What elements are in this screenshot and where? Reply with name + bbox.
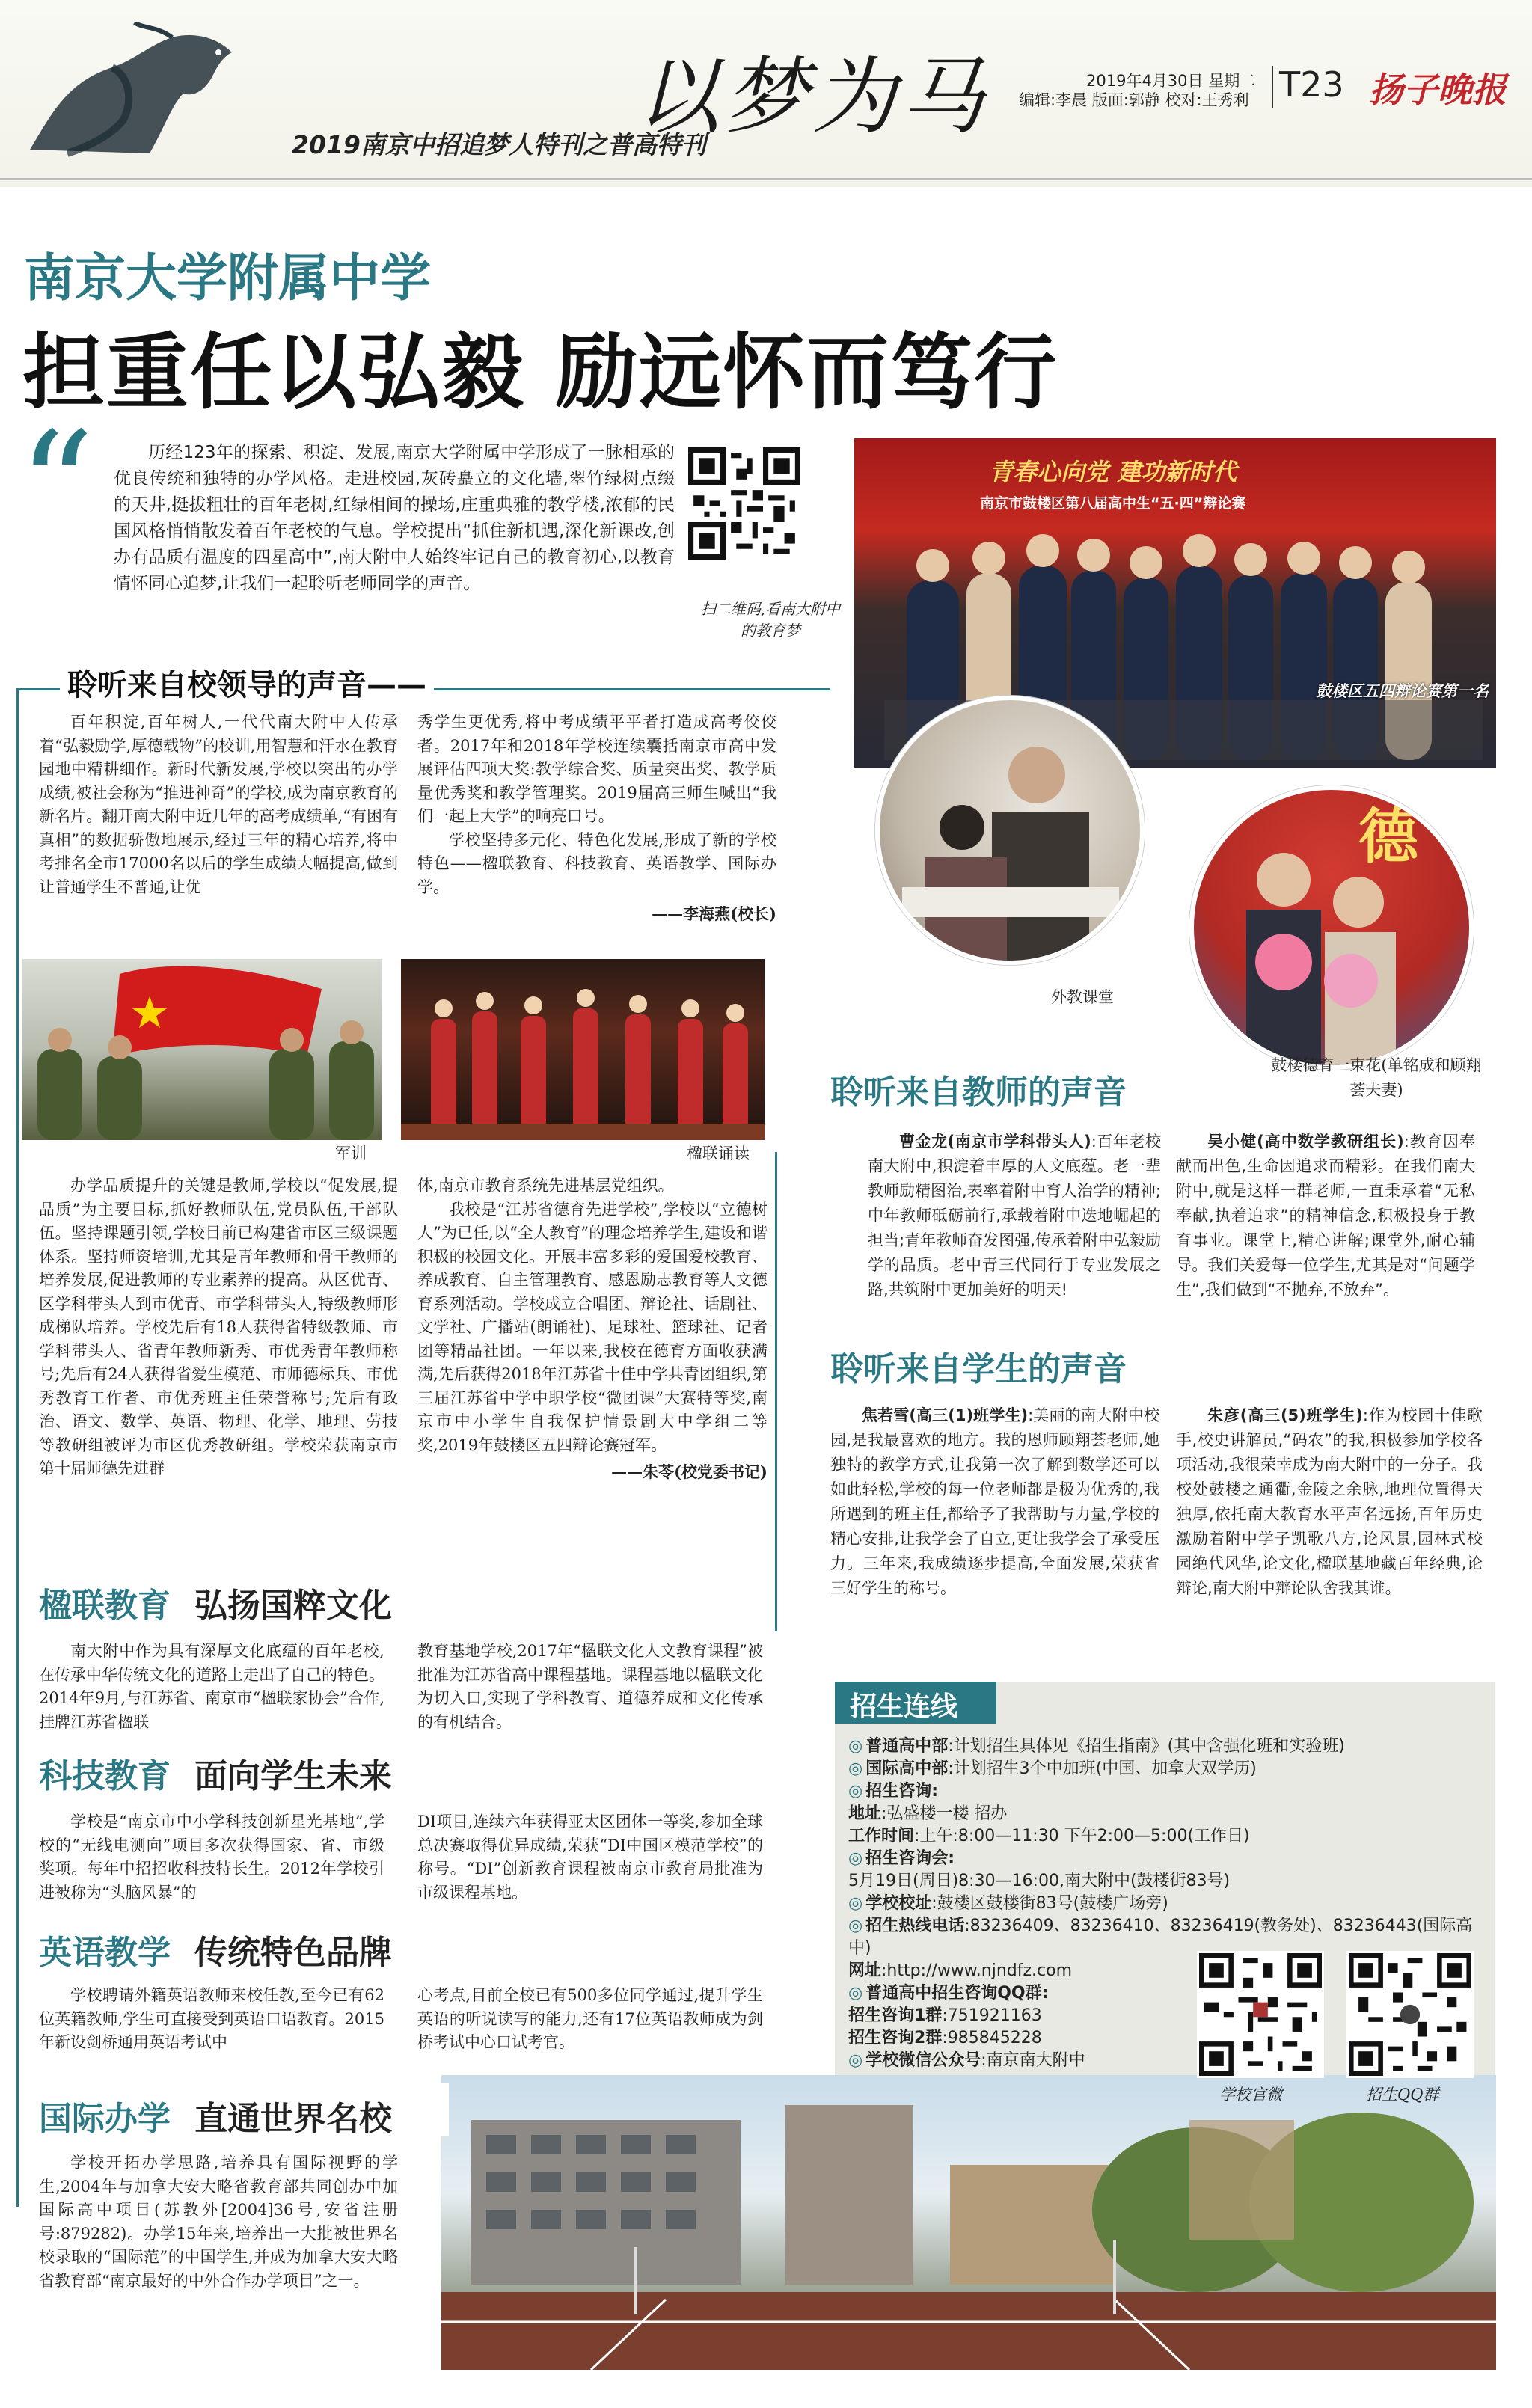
leader-p1c: 学校坚持多元化、特色化发展,形成了新的学校特色——楹联教育、科技教育、英语教学、国际办学。 [417, 830, 776, 896]
masthead [0, 0, 1532, 187]
qr-pattern [688, 447, 800, 560]
headline: 担重任以弘毅 励远怀而笃行 [22, 325, 1058, 420]
leader-p2b: 体,南京市教育系统先进基层党组织。 [417, 1177, 674, 1195]
english-b: 心考点,目前全校已有500多位同学通过,提升学生英语的听说读写的能力,还有17位英语教师成为剑桥考试中心口试考官。 [417, 1986, 763, 2051]
admissions-text: :751921163 [942, 2006, 1042, 2025]
leader-col-2 [417, 711, 776, 926]
qr-pattern-wechat [1199, 1953, 1322, 2076]
admissions-label: 网址 [848, 1961, 882, 1980]
english-col-1 [39, 1984, 384, 2055]
qr-code-qq-group[interactable] [1346, 1951, 1474, 2078]
admissions-text: :鼓楼区鼓楼街83号(鼓楼广场旁) [931, 1894, 1168, 1913]
admissions-text: :985845228 [942, 2029, 1042, 2047]
intro-text: 历经123年的探索、积淀、发展,南京大学附属中学形成了一脉相承的优良传统和独特的办学风格。走进校园,灰砖矗立的文化墙,翠竹绿树点缀的天井,挺拔粗壮的百年老树,红绿相间的操场,庄重典雅的教学楼,浓郁的民国风格悄悄散发着百年老校的气息。学校提出“抓住新机遇,深化新课改,创办有品质有温度的四星高中”,南大附中人始终牢记自己的教育初心,以教育情怀同心追梦,让我们一起聆听老师同学的声音。 [114, 443, 675, 593]
intro-paragraph [114, 440, 675, 597]
intl-title [39, 2092, 392, 2139]
admissions-label: 国际高中部 [865, 1759, 949, 1778]
leader-col-4 [417, 1174, 767, 1484]
yinglian-title [39, 1578, 392, 1626]
bullet-icon: ◎ [848, 1782, 863, 1801]
student-2-text: :作为校园十佳歌手,校史讲解员,“码农”的我,积极参加学校各项活动,我很荣幸成为南大附中的一分子。我校处鼓楼之通衢,金陵之余脉,地理位置得天独厚,依托南大教育水平声名远扬,百年历史激励着附中学子凯歌八方,论风景,园林式校园绝代风华,论文化,楹联基地藏百年经典,论辩论,南大附中辩论队舍我其谁。 [1176, 1406, 1483, 1597]
admissions-row [848, 2050, 1192, 2072]
intl-title-a: 国际办学 [39, 2100, 171, 2138]
bullet-icon: ◎ [848, 1849, 863, 1868]
yinglian-a: 南大附中作为具有深厚文化底蕴的百年老校,在传承中华传统文化的道路上走出了自己的特色。2014年9月,与江苏省、南京市“楹联家协会”合作,挂牌江苏省楹联 [39, 1642, 384, 1731]
tech-col-2 [417, 1810, 763, 1905]
admissions-text: :南京南大附中 [981, 2051, 1085, 2070]
qr-code-wechat[interactable] [1197, 1951, 1324, 2078]
campus-buildings [441, 2075, 1496, 2370]
admissions-row [848, 1893, 1477, 1915]
admissions-label: 招生咨询2群 [848, 2029, 943, 2047]
signature-principal: ——李海燕(校长) [652, 904, 776, 923]
leader-p1a: 百年积淀,百年树人,一代代南大附中人传承着“弘毅励学,厚德载物”的校训,用智慧和汗水在教育园地中精耕细作。新时代新发展,学校以突出的办学成绩,被社会称为“推进神奇”的学校,成为南京教育的新名片。翻开南大附中近几年的高考成绩单,“有困有真相”的数据骄傲地展示,经过三年的精心培养,将中考排名全市17000名以后的学生成绩大幅提高,做到让普通学生不普通,让优 [39, 713, 398, 896]
tech-a: 学校是“南京市中小学科技创新星光基地”,学校的“无线电测向”项目多次获得国家、省、市级奖项。每年中招招收科技特长生。2012年学校引进被称为“头脑风暴”的 [39, 1813, 384, 1902]
quote-mark: “ [18, 400, 95, 575]
admissions-label: 普通高中招生咨询QQ群: [865, 1984, 1049, 2003]
classroom-caption: 外教课堂 [1051, 988, 1114, 1006]
student-2 [1176, 1403, 1483, 1601]
admissions-label: 招生咨询1群 [848, 2006, 943, 2025]
yinglian-title-a: 楹联教育 [39, 1587, 171, 1625]
admissions-row [848, 2027, 1192, 2050]
student-2-name: 朱彦(高三(5)班学生) [1207, 1406, 1363, 1424]
debate-subtitle: 南京市鼓楼区第八届高中生“五·四”辩论赛 [980, 495, 1246, 512]
admissions-text: :计划招生3个中加班(中国、加拿大双学历) [948, 1759, 1257, 1778]
debate-banner: 青春心向党 建功新时代 [989, 458, 1237, 486]
admissions-row [848, 1803, 1477, 1825]
admissions-row [848, 1982, 1192, 2005]
yinglian-col-2 [417, 1640, 763, 1734]
admissions-text: 5月19日(周日)8:30—16:00,南大附中(鼓楼街83号) [848, 1872, 1231, 1890]
leader-col-1 [39, 711, 398, 899]
admissions-label: 招生咨询: [865, 1782, 939, 1801]
admissions-row [848, 2005, 1192, 2027]
teachers-title: 聆听来自教师的声音 [830, 1073, 1127, 1112]
school-name: 南京大学附属中学 [24, 248, 432, 308]
tech-title [39, 1749, 392, 1797]
classroom-photo [875, 696, 1145, 965]
intl-col [39, 2151, 398, 2293]
admissions-label: 学校微信公众号 [865, 2051, 981, 2070]
leader-p2a: 办学品质提升的关键是教师,学校以“促发展,提品质”为主要目标,抓好教师队伍,党员队伍,干部队伍。坚持课题引领,学校目前已构建省市区三级课题体系。坚持师资培训,尤其是青年教师和骨干教师的培养发展,促进教师的专业素养的提高。从区优青、区学科带头人到市优青、市学科带头人,特级教师形成梯队培养。学校先后有18人获得省特级教师、市学科带头人、省青年教师新秀、市优秀青年教师称号;先后有24人获得省爱生模范、市师德标兵、市优秀教育工作者、市优秀班主任荣誉称号;先后有政治、语文、数学、英语、物理、化学、地理、劳技等教研组被评为市区优秀教研组。学校荣获南京市第十届师德先进群 [39, 1177, 398, 1477]
admissions-row [848, 1780, 1477, 1803]
student-1-name: 焦若雪(高三(1)班学生) [862, 1406, 1029, 1424]
leader-p2c: 我校是“江苏省德育先进学校”,学校以“立德树人”为已任,以“全人教育”的理念培养学生,建设和谐积极的校园文化。开展丰富多彩的爱国爱校教育、养成教育、自主管理教育、感恩励志教育等人文德育系列活动。学校成立合唱团、辩论社、话剧社、文学社、广播站(朗诵社)、足球社、篮球社、记者团等精品社团。一年以来,我校在德育方面收获满满,先后获得2018年江苏省十佳中学共青团组织,第三届江苏省中学中职学校“微团课”大赛特等奖,南京市中小学生自我保护情景剧大中学组二等奖,2019年鼓楼区五四辩论赛冠军。 [417, 1200, 767, 1454]
bullet-icon: ◎ [848, 1759, 863, 1778]
admissions-title: 招生连线 [835, 1682, 996, 1724]
admissions-label: 招生咨询会: [865, 1849, 955, 1868]
admissions-text: :计划招生具体见《招生指南》(其中含强化班和实验班) [948, 1737, 1345, 1756]
yinglian-title-b: 弘扬国粹文化 [194, 1587, 392, 1625]
admissions-row [848, 1758, 1477, 1780]
recital-photo [401, 959, 765, 1140]
flower-caption: 鼓楼德育一束花(单铭成和顾翔荟夫妻) [1271, 1056, 1482, 1099]
student-1-text: :美丽的南大附中校园,是我最喜欢的地方。我的恩师顾翔荟老师,她独特的教学方式,让我第一次了解到数学还可以如此轻松,学校的每一位老师都是极为优秀的,我所遇到的班主任,都给予了我帮助与力量,学校的精心安排,让我学会了自立,更让我学会了承受压力。三年来,我成绩逐步提高,全面发展,荣获省三好学生的称号。 [830, 1406, 1159, 1597]
military-caption: 军训 [335, 1145, 367, 1162]
flag-scene [22, 959, 382, 1140]
english-a: 学校聘请外籍英语教师来校任教,至今已有62位英籍教师,学生可直接受到英语口语教育。2015年新设剑桥通用英语考试中 [39, 1986, 384, 2051]
admissions-row [848, 1848, 1477, 1870]
tech-title-b: 面向学生未来 [194, 1757, 392, 1795]
calligraphy-title: 以梦为马 [636, 49, 989, 146]
qr-caption: 扫二维码,看南大附中的教育梦 [700, 600, 841, 640]
campus-photo [441, 2075, 1496, 2370]
admissions-label: 招生热线电话 [865, 1917, 965, 1935]
teacher-1-name: 曹金龙(南京市学科带头人) [899, 1133, 1091, 1151]
teacher-2-name: 吴小健(高中数学教研组长) [1207, 1133, 1404, 1151]
special-issue-label: 2019南京中招追梦人特刊之普高特刊 [292, 130, 706, 159]
intl-title-b: 直通世界名校 [194, 2100, 392, 2138]
page-number: T23 [1279, 64, 1344, 105]
flower-photo [1189, 785, 1474, 1070]
teacher-2-text: :教育因奉献而出色,生命因追求而精彩。在我们南大附中,就是这样一群老师,一直秉承着“无私奉献,执着追求”的精神信念,积极投身于教育事业。课堂上,精心讲解;课堂外,耐心辅导。我们关爱每一位学生,尤其是对“问题学生”,我们做到“不抛弃,不放弃”。 [1176, 1133, 1475, 1299]
left-frame-right [775, 1152, 777, 1631]
bullet-icon: ◎ [848, 1894, 863, 1913]
signature-secretary: ——朱苓(校党委书记) [611, 1462, 767, 1481]
admissions-row [848, 1870, 1477, 1893]
yinglian-b: 教育基地学校,2017年“楹联文化人文教育课程”被批准为江苏省高中课程基地。课程基地以楹联文化为切入口,实现了学科教育、道德养成和文化传承的有机结合。 [417, 1642, 763, 1731]
page-divider [1272, 66, 1273, 108]
admissions-label: 地址 [848, 1804, 882, 1823]
classroom-figures [880, 700, 1140, 961]
leader-voice-title: 聆听来自校领导的声音—— [60, 661, 434, 704]
teacher-2 [1176, 1130, 1475, 1302]
qr-wechat-caption: 学校官微 [1219, 2086, 1282, 2104]
issue-date: 2019年4月30日 星期二 [1086, 72, 1256, 90]
editors: 编辑:李晨 版面:郭静 校对:王秀利 [1019, 91, 1249, 109]
english-title-b: 传统特色品牌 [194, 1934, 392, 1972]
admissions-row [848, 1735, 1477, 1758]
bullet-icon: ◎ [848, 1917, 863, 1935]
tech-b: DI项目,连续六年获得亚太区团体一等奖,参加全球总决赛取得优异成绩,荣获“DI中国区模范学校”的称号。“DI”创新教育课程被南京市教育局批准为市级课程基地。 [417, 1813, 763, 1902]
teacher-1 [868, 1130, 1161, 1302]
admissions-label: 学校校址 [865, 1894, 932, 1913]
tech-title-a: 科技教育 [39, 1757, 171, 1795]
leader-col-3 [39, 1174, 398, 1481]
masthead-rule [0, 178, 1532, 180]
bullet-icon: ◎ [848, 1737, 863, 1756]
english-title-a: 英语教学 [39, 1934, 171, 1972]
paper-name: 扬子晚报 [1369, 70, 1507, 110]
intl-a: 学校开拓办学思路,培养具有国际视野的学生,2004年与加拿大安大略省教育部共同创办中加国际高中项目(苏教外[2004]36号,安省注册号:879282)。办学15年来,培养出一大批被世界名校录取的“国际范”的中国学生,并成为加拿大安大略省教育部“南京最好的中外合作办学项目”之一。 [39, 2154, 398, 2290]
admissions-row [848, 1825, 1477, 1848]
admissions-text: :http://www.njndfz.com [881, 1961, 1073, 1980]
horse-illustration [22, 22, 254, 165]
bullet-icon: ◎ [848, 2051, 863, 2070]
students-title: 聆听来自学生的声音 [830, 1350, 1127, 1388]
tech-col-1 [39, 1810, 384, 1905]
military-training-photo [22, 959, 382, 1140]
debate-caption: 鼓楼区五四辩论赛第一名 [1316, 681, 1489, 700]
admissions-text: :83236409、83236410、83236419(教务处)、83236443(国际高中) [848, 1917, 1473, 1958]
left-frame-side [16, 688, 19, 2207]
admissions-label: 工作时间 [848, 1827, 915, 1845]
bullet-icon: ◎ [848, 1984, 863, 2003]
english-title [39, 1926, 392, 1973]
english-col-2 [417, 1984, 763, 2055]
qr-qq-caption: 招生QQ群 [1366, 2086, 1439, 2104]
qr-code-video[interactable] [688, 447, 800, 560]
flower-figures [1194, 790, 1469, 1065]
svg-text:德: 德 [1358, 801, 1418, 871]
admissions-text: :上午:8:00—11:30 下午2:00—5:00(工作日) [914, 1827, 1250, 1845]
yinglian-col-1 [39, 1640, 384, 1734]
admissions-label: 普通高中部 [865, 1737, 949, 1756]
student-1 [830, 1403, 1159, 1601]
admissions-text: :弘盛楼一楼 招办 [881, 1804, 1008, 1823]
teacher-1-text: :百年老校南大附中,积淀着丰厚的人文底蕴。老一辈教师励精图治,表率着附中育人治学的精神;中年教师砥砺前行,承载着附中迭地崛起的担当;青年教师奋发图强,传承着附中弘毅励学的品质。老中青三代同行于专业发展之路,共筑附中更加美好的明天! [868, 1133, 1161, 1299]
qr-pattern-qq [1349, 1953, 1471, 2076]
leader-p1b: 秀学生更优秀,将中考成绩平平者打造成高考佼佼者。2017年和2018年学校连续囊括南京市高中发展评估四项大奖:教学综合奖、质量突出奖、教学质量优秀奖和教学管理奖。2019届高三师生喊出“我们一起上大学”的响亮口号。 [417, 713, 776, 825]
recital-performers [401, 959, 765, 1140]
recital-caption: 楹联诵读 [687, 1145, 750, 1162]
